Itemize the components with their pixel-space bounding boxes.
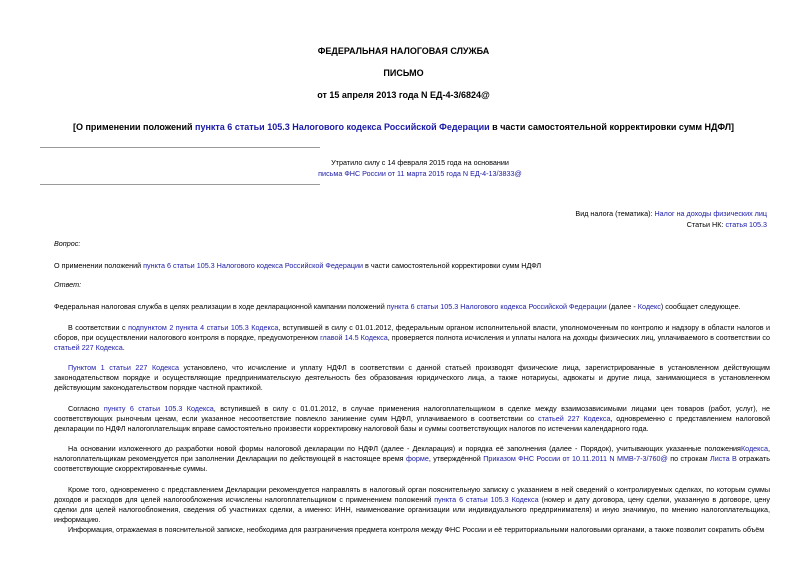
agency-title: ФЕДЕРАЛЬНАЯ НАЛОГОВАЯ СЛУЖБА (317, 46, 490, 56)
p5-end: отражать соответствующие скорректированные суммы. (54, 454, 770, 473)
paragraph-6 (54, 485, 770, 525)
p5-mid: , налогоплательщикам рекомендуется при заполнении Декларации по действующей в настоящее время (54, 444, 770, 463)
paragraph-7: Информация, отражаемая в пояснительной записке, необходима для разграничения предмета контроля между ФНС России и её территориальными налоговыми органами, а также позволит сократить объём (68, 525, 765, 534)
p3-link[interactable]: Пунктом 1 статьи 227 Кодекса (68, 363, 179, 372)
article-line (687, 220, 767, 230)
question-prefix: О применении положений (54, 261, 144, 270)
subject-suffix: в части самостоятельной корректировки сумм НДФЛ] (489, 122, 735, 132)
p5-link-kodeks[interactable]: Кодекса (740, 444, 768, 453)
tax-type-label: Вид налога (тематика): (575, 209, 655, 218)
p2-link-chapter[interactable]: главой 14.5 Кодекса (320, 333, 388, 342)
p2-mid2: , проверяется полнота исчисления и уплаты налога на доходы физических лиц, уплачиваемого в соответствии со (387, 333, 770, 342)
p3-text: установлено, что исчисление и уплату НДФЛ в соответствии с данной статьей производят физические лица, зарегистрированные в установленном действующим законодательством порядке и осуществляющие предпринимательскую деятельность без образования юридического лица, а также нотариусы, адвокаты и другие лица, занимающиеся в установленном действующим законодательством порядке частной практикой. (54, 363, 770, 392)
validity-text: Утратило силу с 14 февраля 2015 года на основании (331, 158, 509, 167)
document-date-number: от 15 апреля 2013 года N ЕД-4-3/6824@ (317, 90, 490, 100)
p1-end: ) сообщает следующее. (660, 302, 741, 311)
p2-mid: , вступившей в силу с 01.01.2012, федеральным органом исполнительной власти, уполномоченным по контролю и надзору в области налогов и сборов, при осуществлении налогового контроля в порядке, предусмотренном (54, 323, 771, 342)
p6-link[interactable]: пункта 6 статьи 105.3 Кодекса (434, 495, 539, 504)
p4-end: , одновременно с представлением налоговой декларации по НДФЛ налогоплательщик вправе самостоятельно произвести корректировку налоговой базы и суммы соответствующих налогов по истечении календарного года. (54, 414, 770, 433)
validity-link[interactable]: письма ФНС России от 11 марта 2015 года N ЕД-4-13/3833@ (318, 169, 522, 178)
p5-mid3: по строкам (667, 454, 711, 463)
answer-label: Ответ: (54, 280, 82, 289)
p5-text: На основании изложенного до разработки новой формы налоговой декларации по НДФЛ (далее - Декларация) и порядка её заполнения (далее - Порядок), учитывающих указанные положения (68, 444, 741, 453)
paragraph-5 (54, 444, 770, 474)
article-label: Статьи НК: (686, 220, 726, 229)
p5-link-sheet[interactable]: Листа В (710, 454, 737, 463)
p6-end: (номер и дату договора, цену сделки, указанную в договоре, цену сделки для целей налогообложения, сведения об участниках сделки, а именно: ИНН, наименование организации или индивидуального предпринимателя) и иную значимую, по мнению налогоплательщика, информацию. (54, 495, 770, 524)
question-suffix: в части самостоятельной корректировки сумм НДФЛ (363, 261, 542, 270)
p5-link-form[interactable]: форме (405, 454, 429, 463)
p4-text: Согласно (68, 404, 104, 413)
document-subject (0, 122, 807, 132)
p1-link-kodeks[interactable]: Кодекс (637, 302, 661, 311)
divider-top (40, 147, 320, 148)
p2-link[interactable]: подпунктом 2 пункта 4 статьи 105.3 Кодекса (128, 323, 279, 332)
question-label: Вопрос: (54, 239, 81, 248)
divider-bottom (40, 184, 320, 185)
subject-link[interactable]: пункта 6 статьи 105.3 Налогового кодекса Российской Федерации (195, 122, 490, 132)
p4-link[interactable]: пункту 6 статьи 105.3 Кодекса (103, 404, 214, 413)
p2-link-article[interactable]: статьей 227 Кодекса (54, 343, 123, 352)
paragraph-3 (54, 363, 770, 393)
p2-text: В соответствии с (68, 323, 129, 332)
tax-type-line (575, 209, 767, 219)
document-type: ПИСЬМО (383, 68, 424, 78)
tax-type-link[interactable]: Налог на доходы физических лиц (654, 209, 767, 218)
subject-prefix: [О применении положений (72, 122, 196, 132)
validity-note (250, 158, 590, 179)
p4-mid: , вступившей в силу с 01.01.2012, в случае применения налогоплательщиком в сделке между взаимозависимыми лицами цен товаров (работ, услуг), не соответствующих рыночным ценам, если указанное несоответствие повлекло занижение сумм НДФЛ, уплачиваемого в соответствии со (54, 404, 770, 423)
question-link[interactable]: пункта 6 статьи 105.3 Налогового кодекса Российской Федерации (143, 261, 364, 270)
p1-mid: (далее - (606, 302, 638, 311)
paragraph-2 (54, 323, 770, 353)
p4-link-article[interactable]: статьей 227 Кодекса (538, 414, 611, 423)
paragraph-1 (54, 302, 770, 312)
p6-text: Кроме того, одновременно с представлением Декларации рекомендуется направлять в налоговый орган пояснительную записку с указанием в ней сведений о контролируемых сделках, по которым суммы доходов и расходов для целей налогообложения исчислены налогоплательщиком с применением положений (54, 485, 770, 504)
p2-end: . (122, 343, 125, 352)
p5-link-order[interactable]: Приказом ФНС России от 10.11.2011 N ММВ-7-3/760@ (483, 454, 668, 463)
article-link[interactable]: статья 105.3 (725, 220, 767, 229)
question-text (54, 261, 770, 271)
p1-link[interactable]: пункта 6 статьи 105.3 Налогового кодекса Российской Федерации (386, 302, 607, 311)
paragraph-4 (54, 404, 770, 434)
p1-text: Федеральная налоговая служба в целях реализации в ходе декларационной кампании положений (54, 302, 387, 311)
p5-mid2: , утверждённой (428, 454, 484, 463)
